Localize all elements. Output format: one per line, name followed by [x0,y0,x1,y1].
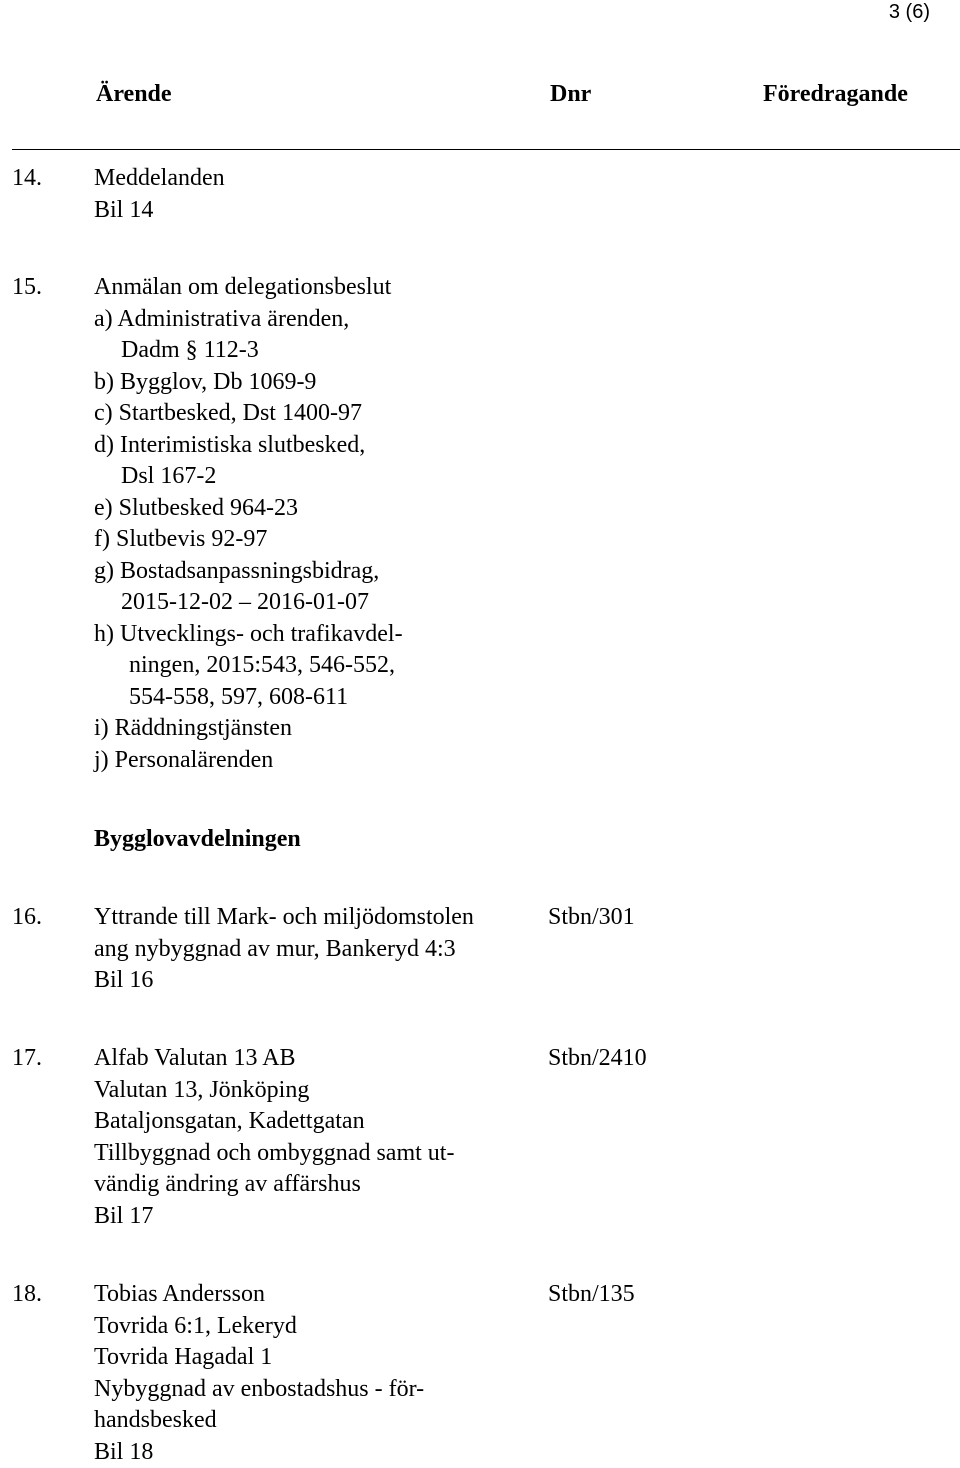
item-number: 18. [12,1279,42,1311]
item-line: handsbesked [94,1405,424,1437]
item-dnr: Stbn/301 [548,902,635,934]
header-divider [12,149,960,150]
item-line: ningen, 2015:543, 546-552, [94,650,403,682]
item-line: 554-558, 597, 608-611 [94,682,403,714]
item-line: Meddelanden [94,163,225,195]
column-header-arende: Ärende [96,78,172,110]
column-header-dnr: Dnr [550,78,591,110]
item-number: 14. [12,163,42,195]
item-line: 2015-12-02 – 2016-01-07 [94,587,403,619]
section-heading: Bygglovavdelningen [94,824,301,856]
item-line: Valutan 13, Jönköping [94,1075,454,1107]
item-line: Anmälan om delegationsbeslut [94,272,403,304]
item-number: 17. [12,1043,42,1075]
item-line: Bil 14 [94,195,225,227]
item-line: a) Administrativa ärenden, [94,304,403,336]
item-18-text [94,1279,424,1468]
item-line: h) Utvecklings- och trafikavdel- [94,619,403,651]
item-line: Bil 18 [94,1437,424,1468]
item-line: g) Bostadsanpassningsbidrag, [94,556,403,588]
item-17-text [94,1043,454,1232]
item-line: Tovrida 6:1, Lekeryd [94,1311,424,1343]
item-line: ang nybyggnad av mur, Bankeryd 4:3 [94,934,474,966]
item-number: 15. [12,272,42,304]
item-line: Bil 16 [94,965,474,997]
item-line: d) Interimistiska slutbesked, [94,430,403,462]
item-line: e) Slutbesked 964-23 [94,493,403,525]
item-line: Alfab Valutan 13 AB [94,1043,454,1075]
item-line: Bil 17 [94,1201,454,1233]
item-line: Yttrande till Mark- och miljödomstolen [94,902,474,934]
item-line: Tobias Andersson [94,1279,424,1311]
item-line: i) Räddningstjänsten [94,713,403,745]
item-number: 16. [12,902,42,934]
item-line: f) Slutbevis 92-97 [94,524,403,556]
item-16-text [94,902,474,997]
item-line: Bataljonsgatan, Kadettgatan [94,1106,454,1138]
item-14-text [94,163,225,226]
item-line: b) Bygglov, Db 1069-9 [94,367,403,399]
item-line: Tillbyggnad och ombyggnad samt ut- [94,1138,454,1170]
item-dnr: Stbn/135 [548,1279,635,1311]
item-line: Dsl 167-2 [94,461,403,493]
item-line: Tovrida Hagadal 1 [94,1342,424,1374]
item-line: j) Personalärenden [94,745,403,777]
item-line: Nybyggnad av enbostadshus - för- [94,1374,424,1406]
item-line: c) Startbesked, Dst 1400-97 [94,398,403,430]
column-header-foredragande: Föredragande [763,78,908,110]
page-number: 3 (6) [889,0,930,24]
item-15-text [94,272,403,776]
item-dnr: Stbn/2410 [548,1043,647,1075]
item-line: vändig ändring av affärshus [94,1169,454,1201]
item-line: Dadm § 112-3 [94,335,403,367]
